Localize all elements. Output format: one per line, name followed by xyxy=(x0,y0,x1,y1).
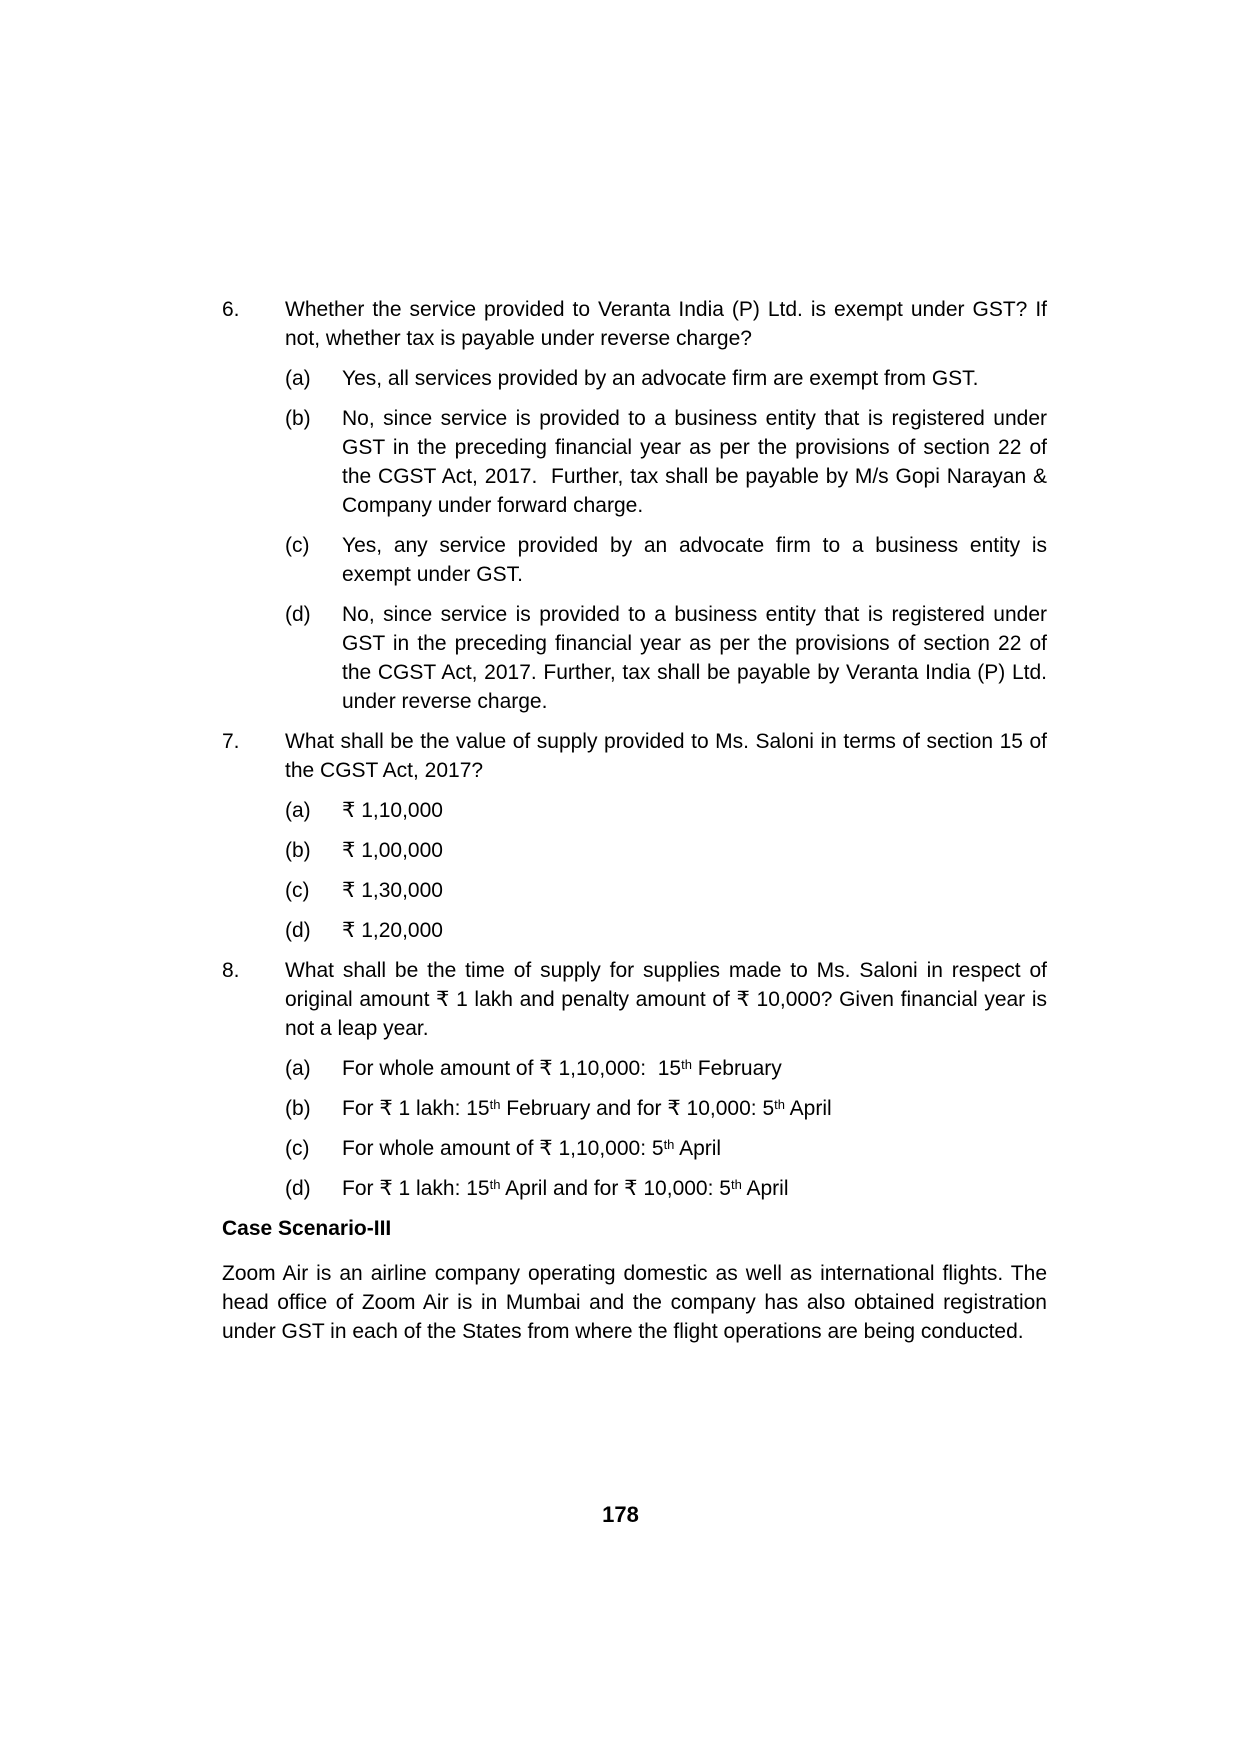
option-text: Yes, all services provided by an advocate firm are exempt from GST. xyxy=(342,367,979,390)
question-text: What shall be the time of supply for supplies made to Ms. Saloni in respect of original amount ₹ 1 lakh and penalty amount of ₹ 10,000? Given financial year is not a leap year. xyxy=(285,959,1047,1040)
question-number: 8. xyxy=(222,959,240,982)
page-content xyxy=(222,295,1047,1346)
question-number: 7. xyxy=(222,730,240,753)
option-letter: (a) xyxy=(285,1057,311,1080)
option-text: Yes, any service provided by an advocate firm to a business entity is exempt under GST. xyxy=(342,534,1047,586)
option-text: For whole amount of ₹ 1,10,000: 15th February xyxy=(342,1057,782,1080)
option-row xyxy=(285,364,1047,393)
option-text: For ₹ 1 lakh: 15th April and for ₹ 10,000: 5th April xyxy=(342,1177,789,1200)
option-text: ₹ 1,00,000 xyxy=(342,839,443,862)
option-row xyxy=(285,836,1047,865)
option-letter: (d) xyxy=(285,919,311,942)
option-letter: (c) xyxy=(285,534,310,557)
option-row xyxy=(285,1094,1047,1123)
question-row xyxy=(222,956,1047,1043)
option-row xyxy=(285,404,1047,520)
option-letter: (d) xyxy=(285,603,311,626)
option-text: No, since service is provided to a business entity that is registered under GST in the preceding financial year as per the provisions of section 22 of the CGST Act, 2017. Further, tax shall be payable by M/s Gopi Narayan & Company under forward charge. xyxy=(342,407,1047,517)
option-row xyxy=(285,1134,1047,1163)
option-row xyxy=(285,531,1047,589)
page-number: 178 xyxy=(602,1502,639,1527)
option-letter: (d) xyxy=(285,1177,311,1200)
question-7 xyxy=(222,727,1047,945)
option-letter: (b) xyxy=(285,1097,311,1120)
option-text: No, since service is provided to a business entity that is registered under GST in the preceding financial year as per the provisions of section 22 of the CGST Act, 2017. Further, tax shall be payable by Veranta India (P) Ltd. under reverse charge. xyxy=(342,603,1047,713)
option-letter: (a) xyxy=(285,799,311,822)
option-row xyxy=(285,796,1047,825)
option-letter: (a) xyxy=(285,367,311,390)
question-row xyxy=(222,727,1047,785)
question-text: What shall be the value of supply provided to Ms. Saloni in terms of section 15 of the CGST Act, 2017? xyxy=(285,730,1047,782)
option-text: For ₹ 1 lakh: 15th February and for ₹ 10,000: 5th April xyxy=(342,1097,832,1120)
option-text: ₹ 1,20,000 xyxy=(342,919,443,942)
case-scenario-heading: Case Scenario-III xyxy=(222,1217,392,1240)
option-letter: (b) xyxy=(285,839,311,862)
option-letter: (c) xyxy=(285,1137,310,1160)
option-row xyxy=(285,1174,1047,1203)
question-row xyxy=(222,295,1047,353)
option-row xyxy=(285,916,1047,945)
question-6 xyxy=(222,295,1047,716)
option-row xyxy=(285,876,1047,905)
option-letter: (c) xyxy=(285,879,310,902)
option-text: ₹ 1,10,000 xyxy=(342,799,443,822)
question-number: 6. xyxy=(222,298,240,321)
option-row xyxy=(285,600,1047,716)
option-text: ₹ 1,30,000 xyxy=(342,879,443,902)
case-scenario-paragraph: Zoom Air is an airline company operating domestic as well as international flights. The head office of Zoom Air is in Mumbai and the company has also obtained registration under GST in each of the States from where the flight operations are being conducted. xyxy=(222,1262,1047,1343)
question-8 xyxy=(222,956,1047,1203)
option-text: For whole amount of ₹ 1,10,000: 5th April xyxy=(342,1137,722,1160)
option-row xyxy=(285,1054,1047,1083)
option-letter: (b) xyxy=(285,407,311,430)
question-text: Whether the service provided to Veranta India (P) Ltd. is exempt under GST? If not, whether tax is payable under reverse charge? xyxy=(285,298,1047,350)
